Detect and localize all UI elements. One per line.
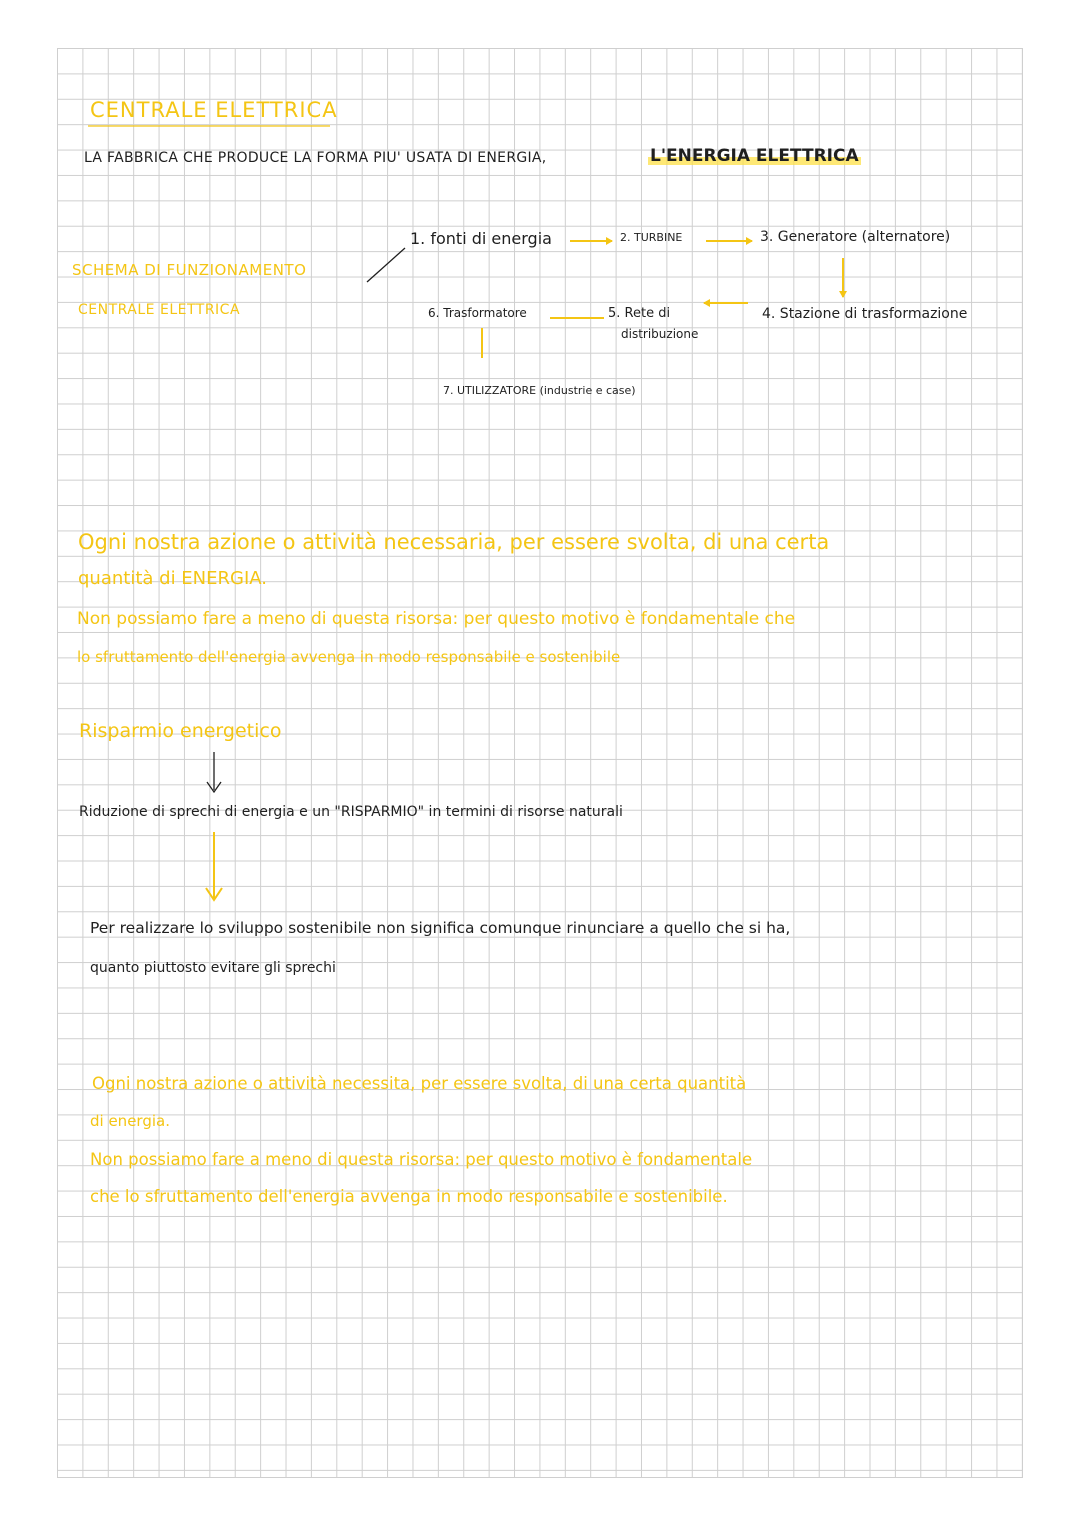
schema-step-1: 1. fonti di energia	[410, 229, 552, 248]
paragraph2-line4: che lo sfruttamento dell'energia avvenga in modo responsabile e sostenibile.	[90, 1187, 728, 1206]
paragraph1-line2: quantità di ENERGIA.	[78, 568, 267, 589]
paragraph1-line3: Non possiamo fare a meno di questa risorsa: per questo motivo è fondamentale che	[77, 609, 796, 629]
schema-step-4: 4. Stazione di trasformazione	[762, 306, 968, 322]
schema-label-line1: SCHEMA DI FUNZIONAMENTO	[72, 261, 307, 279]
schema-step-3: 3. Generatore (alternatore)	[760, 229, 951, 245]
schema-step-6: 6. Trasformatore	[428, 306, 527, 320]
sviluppo-line2: quanto piuttosto evitare gli sprechi	[90, 960, 336, 976]
paragraph2-line1: Ogni nostra azione o attività necessita, per essere svolta, di una certa quantità	[92, 1074, 747, 1093]
sviluppo-line1: Per realizzare lo sviluppo sostenibile non significa comunque rinunciare a quello che si ha,	[90, 919, 791, 937]
definition-text: LA FABBRICA CHE PRODUCE LA FORMA PIU' USATA DI ENERGIA,	[84, 150, 547, 166]
paragraph2-line3: Non possiamo fare a meno di questa risorsa: per questo motivo è fondamentale	[90, 1150, 753, 1169]
risparmio-title: Risparmio energetico	[79, 720, 282, 742]
paragraph1-line1: Ogni nostra azione o attività necessaria, per essere svolta, di una certa	[78, 530, 830, 554]
definition-highlight: L'ENERGIA ELETTRICA	[650, 146, 859, 166]
schema-step-2: 2. TURBINE	[620, 231, 683, 244]
schema-label-line2: CENTRALE ELETTRICA	[78, 302, 241, 318]
paragraph2-line2: di energia.	[90, 1112, 170, 1130]
schema-step-5: 5. Rete di	[608, 306, 671, 321]
paragraph1-line4: lo sfruttamento dell'energia avvenga in modo responsabile e sostenibile	[77, 648, 621, 666]
schema-step-5-line2: distribuzione	[621, 327, 699, 341]
page-title: CENTRALE ELETTRICA	[90, 98, 338, 122]
risparmio-line: Riduzione di sprechi di energia e un "RISPARMIO" in termini di risorse naturali	[79, 804, 623, 820]
schema-step-7: 7. UTILIZZATORE (industrie e case)	[443, 384, 636, 397]
